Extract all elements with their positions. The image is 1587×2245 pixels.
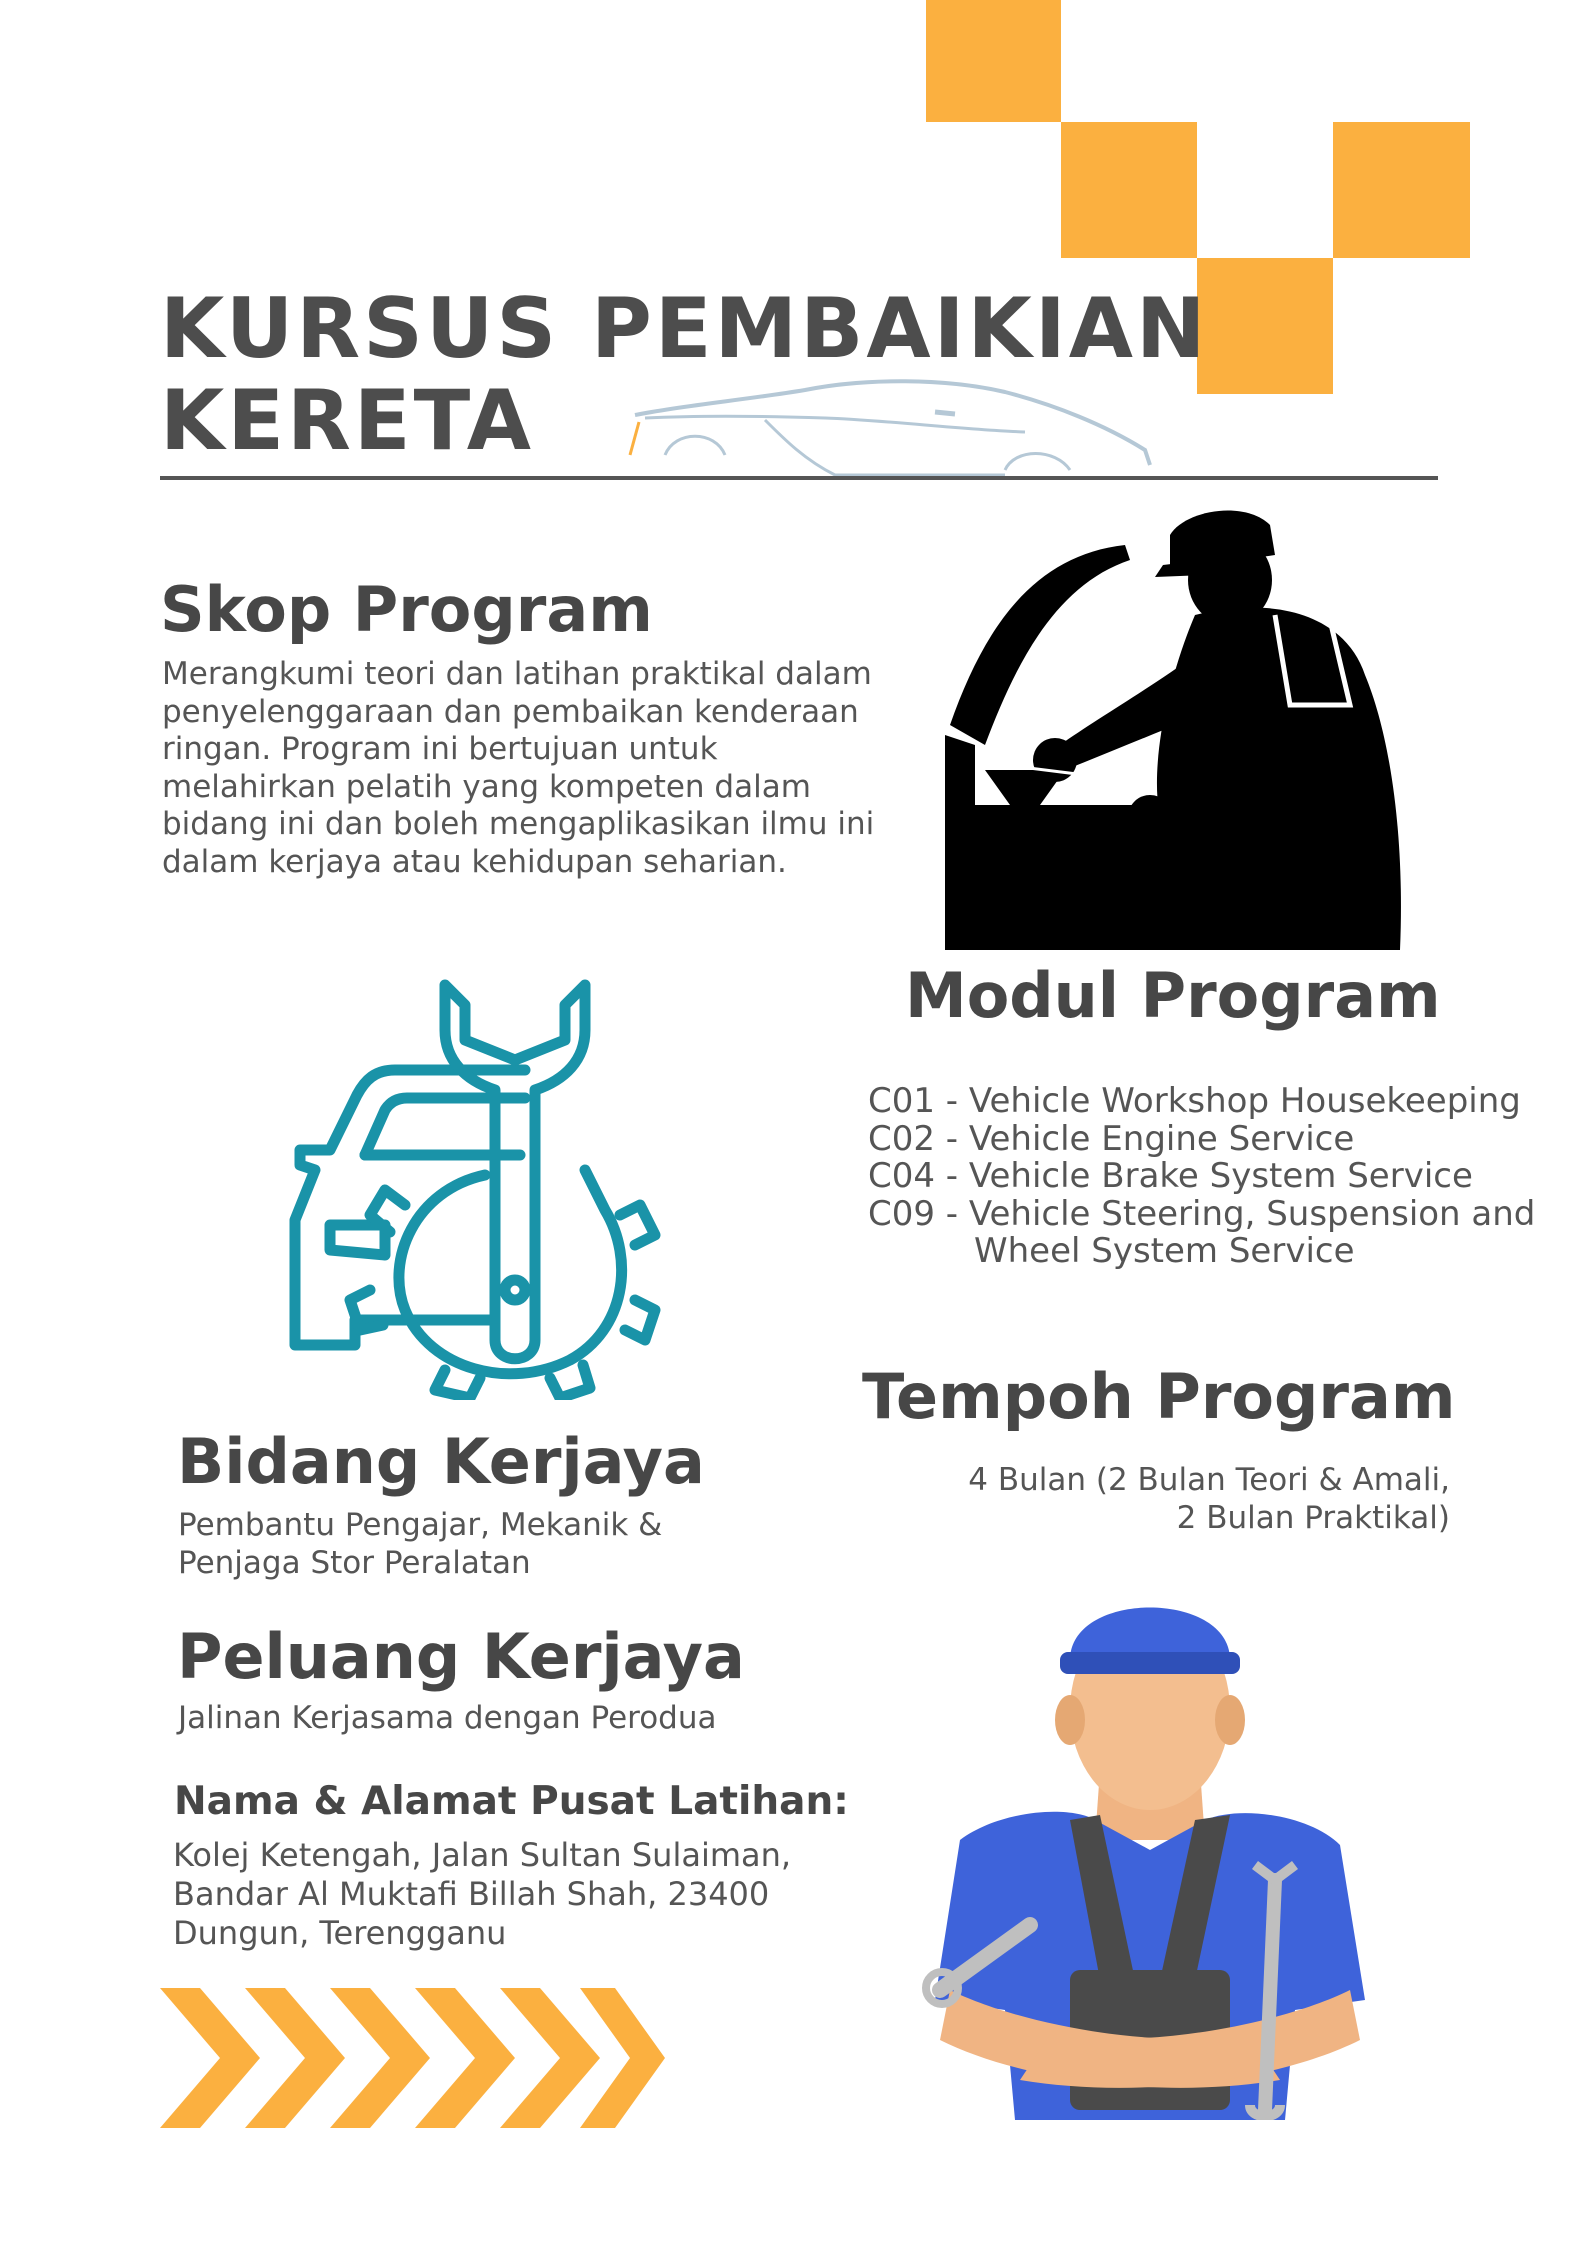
tempoh-line: 2 Bulan Praktikal): [1176, 1499, 1450, 1536]
modul-heading: Modul Program: [905, 959, 1441, 1032]
mechanic-silhouette-icon: [945, 505, 1440, 955]
tempoh-heading: Tempoh Program: [862, 1360, 1456, 1433]
skop-line: Merangkumi teori dan latihan praktikal dalam: [162, 656, 872, 692]
skop-line: ringan. Program ini bertujuan untuk: [162, 731, 718, 767]
alamat-line: Dungun, Terengganu: [173, 1914, 507, 1952]
skop-heading: Skop Program: [160, 573, 653, 646]
decor-square: [926, 0, 1061, 122]
tempoh-text: [968, 1462, 1450, 1537]
bidang-line: Penjaga Stor Peralatan: [178, 1544, 531, 1581]
chevron-arrows-icon: [160, 1988, 670, 2128]
mechanic-cartoon-icon: [920, 1580, 1380, 2120]
decor-square: [1333, 122, 1470, 258]
peluang-line: Jalinan Kerjasama dengan Perodua: [178, 1700, 717, 1736]
car-service-icon: [285, 960, 765, 1400]
modul-item: C04 - Vehicle Brake System Service: [868, 1156, 1473, 1196]
title-line-1: KURSUS PEMBAIKIAN: [160, 280, 1209, 377]
skop-line: penyelenggaraan dan pembaikan kenderaan: [162, 693, 859, 730]
alamat-line: Bandar Al Muktafi Billah Shah, 23400: [173, 1875, 770, 1913]
alamat-line: Kolej Ketengah, Jalan Sultan Sulaiman,: [173, 1836, 792, 1874]
modul-item: C01 - Vehicle Workshop Housekeeping: [868, 1081, 1521, 1121]
bidang-text: [178, 1507, 662, 1582]
title-line-2: KERETA: [160, 372, 535, 469]
decor-square: [1061, 122, 1197, 258]
skop-text: [162, 656, 874, 881]
modul-item: C09 - Vehicle Steering, Suspension and: [868, 1193, 1536, 1234]
modul-item: C02 - Vehicle Engine Service: [868, 1118, 1355, 1159]
modul-list: [868, 1083, 1535, 1271]
bidang-heading: Bidang Kerjaya: [177, 1425, 705, 1498]
peluang-text: [178, 1700, 717, 1738]
skop-line: dalam kerjaya atau kehidupan seharian.: [162, 843, 787, 880]
skop-line: bidang ini dan boleh mengaplikasikan ilmu ini: [162, 806, 875, 842]
alamat-text: [173, 1836, 791, 1953]
title-divider: [160, 476, 1438, 480]
skop-line: melahirkan pelatih yang kompeten dalam: [162, 768, 811, 805]
peluang-heading: Peluang Kerjaya: [177, 1620, 745, 1693]
decor-square: [1197, 258, 1333, 394]
tempoh-line: 4 Bulan (2 Bulan Teori & Amali,: [968, 1462, 1450, 1498]
alamat-heading: Nama & Alamat Pusat Latihan:: [174, 1779, 849, 1824]
bidang-line: Pembantu Pengajar, Mekanik &: [178, 1507, 663, 1543]
page-title: [160, 280, 1209, 469]
modul-item: Wheel System Service: [974, 1231, 1355, 1271]
